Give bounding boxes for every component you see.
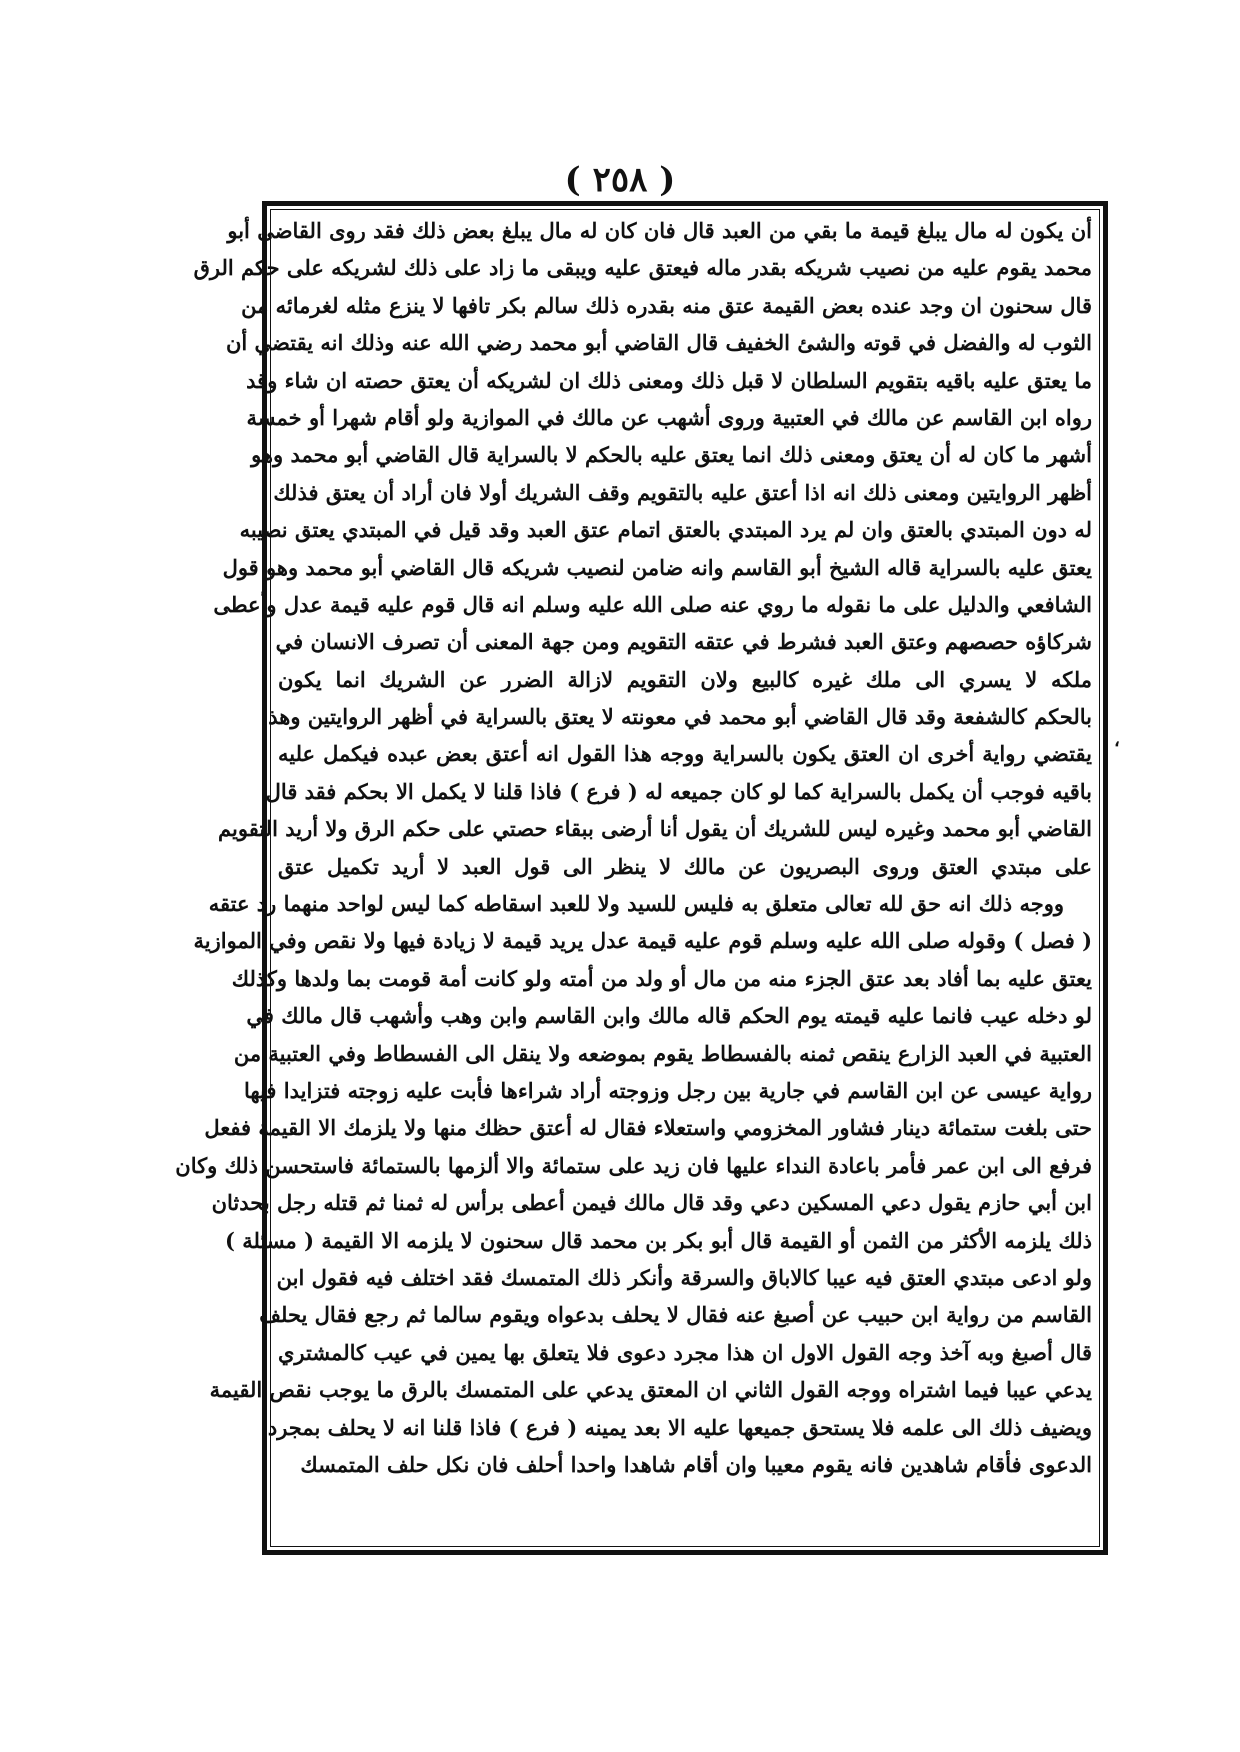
text-line: حتى بلغت ستمائة دينار فشاور المخزومي واستعلاء فقال له أعتق حظك منها ولا يلزمك الا القيمة ففعل <box>204 1115 1092 1141</box>
text-line: لو دخله عيب فانما عليه قيمته يوم الحكم قاله مالك وابن القاسم وابن وهب وأشهب قال مالك في <box>246 1003 1092 1029</box>
text-line: القاضي أبو محمد وغيره ليس للشريك أن يقول أنا أرضى ببقاء حصتي على حكم الرق ولا أريد التقويم <box>218 816 1092 842</box>
text-line: محمد يقوم عليه من نصيب شريكه بقدر ماله فيعتق عليه ويبقى ما زاد على ذلك لشريكه على حكم الرق <box>193 255 1092 281</box>
text-line: رواه ابن القاسم عن مالك في العتبية وروى أشهب عن مالك في الموازية ولو أقام شهرا أو خمسة <box>246 404 1092 430</box>
text-line: رواية عيسى عن ابن القاسم في جارية بين رجل وزوجته أراد شراءها فأبت عليه زوجته فتزايدا فيها <box>244 1077 1092 1103</box>
text-line: ملكه لا يسري الى ملك غيره كالبيع ولان التقويم لازالة الضرر عن الشريك انما يكون <box>278 666 1092 692</box>
text-line: شركاؤه حصصهم وعتق العبد فشرط في عتقه التقويم ومن جهة المعنى أن تصرف الانسان في <box>275 629 1092 655</box>
text-line: ذلك يلزمه الأكثر من الثمن أو القيمة قال أبو بكر بن محمد قال سحنون لا يلزمه الا القيمة ( مسئلة ) <box>225 1227 1092 1253</box>
text-line: أن يكون له مال يبلغ قيمة ما بقي من العبد قال فان كان له مال يبلغ بعض ذلك فقد روى القاضي أبو <box>227 218 1092 243</box>
text-line: يعتق عليه بالسراية قاله الشيخ أبو القاسم وانه ضامن لنصيب شريكه قال القاضي أبو محمد وهو قول <box>222 554 1092 580</box>
text-line: فرفع الى ابن عمر فأمر باعادة النداء عليها فان زيد على ستمائة والا ألزمها بالستمائة فاستحسن ذلك وكان <box>175 1152 1092 1178</box>
text-line: ابن أبي حازم يقول دعي المسكين دعي وقد قال مالك فيمن أعطى برأس له ثمنا ثم قتله رجل بحدثان <box>211 1190 1092 1216</box>
text-line: ولو ادعى مبتدي العتق فيه عيبا كالاباق والسرقة وأنكر ذلك المتمسك فقد اختلف فيه فقول ابن <box>276 1264 1092 1290</box>
text-line: العتبية في العبد الزارع ينقص ثمنه بالفسطاط يقوم بموضعه ولا ينقل الى الفسطاط وفي العتبية من <box>233 1040 1092 1066</box>
text-line: ( فصل ) وقوله صلى الله عليه وسلم قوم عليه قيمة عدل يريد قيمة لا زيادة فيها ولا نقص وفي الموازية <box>193 928 1092 954</box>
text-line: له دون المبتدي بالعتق وان لم يرد المبتدي بالعتق اتمام عتق العبد وقد قيل في المبتدي يعتق نصيبه <box>239 517 1092 543</box>
text-line: باقيه فوجب أن يكمل بالسراية كما لو كان جميعه له ( فرع ) فاذا قلنا لا يكمل الا بحكم فقد قال <box>265 778 1092 804</box>
text-line: الشافعي والدليل على ما نقوله ما روي عنه صلى الله عليه وسلم انه قال قوم عليه قيمة عدل وأعطى <box>213 591 1092 617</box>
text-line: ويضيف ذلك الى علمه فلا يستحق جميعها عليه الا بعد يمينه ( فرع ) فاذا قلنا انه لا يحلف بمجرد <box>267 1414 1092 1440</box>
text-line: يعتق عليه بما أفاد بعد عتق الجزء منه من مال أو ولد من أمته ولو كانت أمة قومت بما ولدها وكذلك <box>231 965 1092 991</box>
page-number: ( ٢٥٨ ) <box>564 160 676 200</box>
text-line: القاسم من رواية ابن حبيب عن أصبغ عنه فقال لا يحلف بدعواه ويقوم سالما ثم رجع فقال يحلف <box>259 1302 1092 1328</box>
text-line: أشهر ما كان له أن يعتق ومعنى ذلك انما يعتق عليه بالحكم لا بالسراية قال القاضي أبو محمد وهو <box>251 442 1092 468</box>
text-line: ووجه ذلك انه حق لله تعالى متعلق به فليس للسيد ولا للعبد اسقاطه كما ليس لواحد منهما رد عتقه <box>208 891 1064 917</box>
text-line: قال أصبغ وبه آخذ وجه القول الاول ان هذا مجرد دعوى فلا يتعلق بها يمين في عيب كالمشتري <box>278 1339 1092 1365</box>
text-line: بالحكم كالشفعة وقد قال القاضي أبو محمد في معونته لا يعتق بالسراية في أظهر الروايتين وهذا <box>262 704 1092 730</box>
margin-mark: ، <box>1114 730 1120 751</box>
text-line: على مبتدي العتق وروى البصريون عن مالك لا ينظر الى قول العبد لا أريد تكميل عتق <box>278 853 1092 879</box>
text-line: قال سحنون ان وجد عنده بعض القيمة عتق منه بقدره ذلك سالم بكر تافها لا ينزع مثله لغرمائه من <box>241 292 1092 318</box>
body-text <box>175 212 1092 1544</box>
text-line: أظهر الروايتين ومعنى ذلك انه اذا أعتق عليه بالتقويم وقف الشريك أولا فان أراد أن يعتق فذلك <box>273 479 1092 505</box>
text-line: يدعي عيبا فيما اشتراه ووجه القول الثاني ان المعتق يدعي على المتمسك بالرق ما يوجب نقص القيمة <box>209 1377 1092 1403</box>
text-line: ما يعتق عليه باقيه بتقويم السلطان لا قبل ذلك ومعنى ذلك ان لشريكه أن يعتق حصته ان شاء وقد <box>246 367 1092 393</box>
text-line: يقتضي رواية أخرى ان العتق يكون بالسراية ووجه هذا القول انه أعتق بعض عبده فيكمل عليه <box>278 741 1092 767</box>
text-line: الثوب له والفضل في قوته والشئ الخفيف قال القاضي أبو محمد رضي الله عنه وذلك انه يقتضي أن <box>225 330 1092 356</box>
text-line: الدعوى فأقام شاهدين فانه يقوم معيبا وان أقام شاهدا واحدا أحلف فان نكل حلف المتمسك <box>300 1451 1092 1477</box>
